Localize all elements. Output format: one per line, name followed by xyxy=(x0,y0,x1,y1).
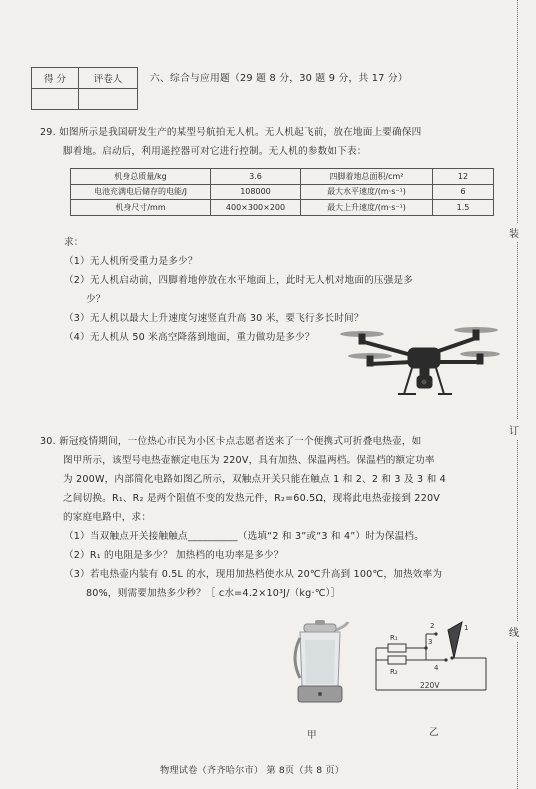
q29-item-1: （1）无人机所受重力是多少？ xyxy=(64,256,198,267)
q30-line5: 的家庭电路中，求： xyxy=(63,512,152,523)
q30-item-1: （1）当双触点开关接触触点__________（选填“2 和 3”或“3 和 4”）时为保温档。 xyxy=(64,531,425,542)
q29-intro-line2: 脚着地。启动后，利用遥控器可对它进行控制。无人机的参数如下表： xyxy=(63,146,367,157)
table-row xyxy=(71,169,494,185)
q29-intro-line1: 29. 如图所示是我国研发生产的某型号航拍无人机。无人机起飞前，放在地面上要确保四 xyxy=(40,127,422,138)
score-cell xyxy=(32,89,79,110)
circuit-n1-label: 1 xyxy=(464,624,469,632)
section-title: 六、综合与应用题（29 题 8 分，30 题 9 分，共 17 分） xyxy=(150,73,408,84)
table-cell: 四脚着地总面积/cm² xyxy=(301,169,433,185)
table-cell: 电池充满电后储存的电能/J xyxy=(71,184,211,200)
circuit-diagram xyxy=(366,618,496,700)
table-cell: 机身总质量/kg xyxy=(71,169,211,185)
circuit-r2-label: R₂ xyxy=(390,668,398,676)
score-label: 得 分 xyxy=(32,68,79,89)
table-cell: 1.5 xyxy=(433,200,494,216)
q30-line3: 为 200W，内部简化电路如图乙所示，双触点开关只能在触点 1 和 2、2 和 3 及 3 和 4 xyxy=(63,474,446,485)
page-footer: 物理试卷（齐齐哈尔市） 第 8页（共 8 页） xyxy=(160,765,345,776)
table-cell: 6 xyxy=(433,184,494,200)
score-table xyxy=(31,67,138,110)
binding-char-ding: 订 xyxy=(509,420,519,439)
circuit-r1-label: R₁ xyxy=(390,634,398,642)
q30-line1: 30. 新冠疫情期间，一位热心市民为小区卡点志愿者送来了一个便携式可折叠电热壶，如 xyxy=(40,436,422,447)
binding-char-xian: 线 xyxy=(509,622,519,641)
table-cell: 108000 xyxy=(211,184,301,200)
table-cell: 400×300×200 xyxy=(211,200,301,216)
q30-line2: 图甲所示，该型号电热壶额定电压为 220V，具有加热、保温两档。保温档的额定功率 xyxy=(63,455,435,466)
table-cell: 最大水平速度/(m·s⁻¹) xyxy=(301,184,433,200)
q29-item-2-cont: 少？ xyxy=(86,294,106,305)
q30-item-3-cont: 80%，则需要加热多少秒？［ c水=4.2×10³J/（kg·℃）］ xyxy=(86,588,341,599)
reviewer-cell xyxy=(79,89,138,110)
q30-item-3: （3）若电热壶内装有 0.5L 的水，现用加热档使水从 20℃升高到 100℃，加热效率为 xyxy=(64,569,443,580)
binding-char-zhuang: 装 xyxy=(509,223,519,242)
table-row xyxy=(71,184,494,200)
kettle-image xyxy=(290,620,350,708)
table-cell: 机身尺寸/mm xyxy=(71,200,211,216)
circuit-n2-label: 2 xyxy=(430,622,435,630)
fig-yi-label: 乙 xyxy=(429,727,439,738)
q30-item-2: （2）R₁ 的电阻是多少？ 加热档的电功率是多少？ xyxy=(64,550,284,561)
circuit-n4-label: 4 xyxy=(434,664,439,672)
reviewer-label: 评卷人 xyxy=(79,68,138,89)
drone-image xyxy=(340,322,500,410)
circuit-n3-label: 3 xyxy=(428,638,433,646)
q29-item-2: （2）无人机启动前，四脚着地停放在水平地面上，此时无人机对地面的压强是多 xyxy=(64,275,414,286)
binding-line xyxy=(517,0,518,789)
table-cell: 12 xyxy=(433,169,494,185)
circuit-voltage-label: 220V xyxy=(420,681,440,690)
table-cell: 3.6 xyxy=(211,169,301,185)
q29-ask: 求： xyxy=(64,237,84,248)
drone-spec-table xyxy=(70,168,494,216)
table-cell: 最大上升速度/(m·s⁻¹) xyxy=(301,200,433,216)
q29-item-4: （4）无人机从 50 米高空降落到地面，重力做功是多少？ xyxy=(64,332,315,343)
q30-line4: 之间切换。R₁、R₂ 是两个阻值不变的发热元件，R₂=60.5Ω，现将此电热壶接到 220V xyxy=(63,493,441,504)
q29-item-3: （3）无人机以最大上升速度匀速竖直升高 30 米，要飞行多长时间？ xyxy=(64,313,364,324)
fig-jia-label: 甲 xyxy=(307,730,317,741)
table-row xyxy=(71,200,494,216)
